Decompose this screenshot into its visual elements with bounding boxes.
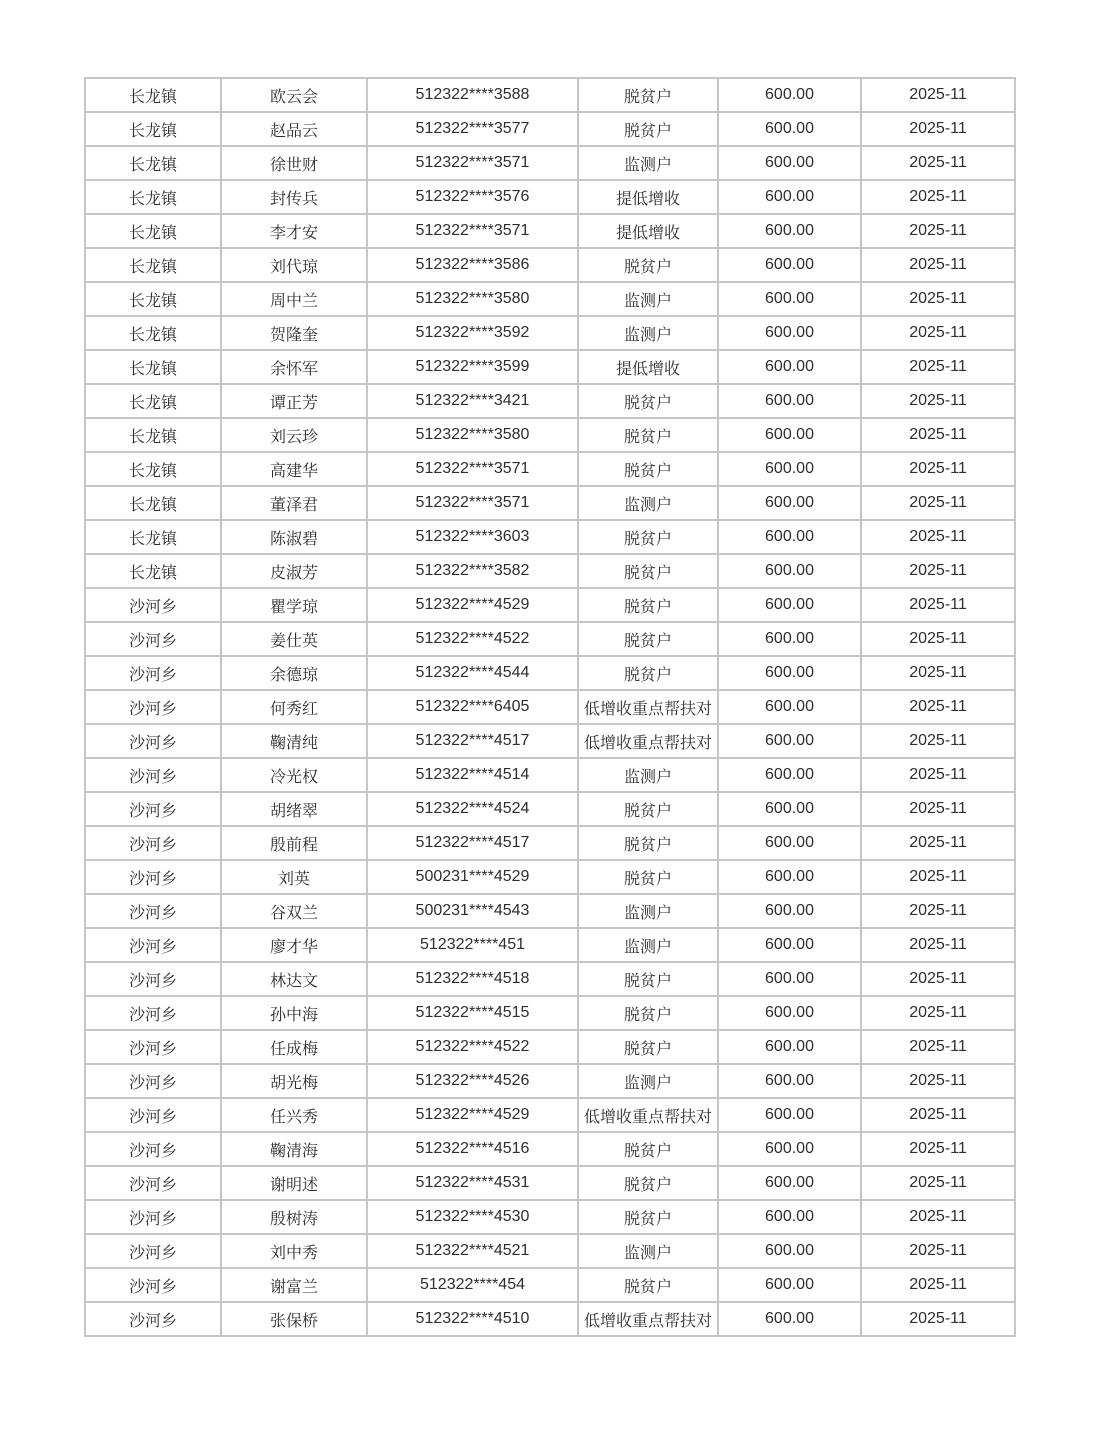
- cell-name: 谭正芳: [221, 384, 367, 418]
- cell-month: 2025-11: [861, 656, 1015, 690]
- table-row: [85, 112, 1015, 146]
- table-row: [85, 1132, 1015, 1166]
- cell-category: 脱贫户: [578, 248, 718, 282]
- cell-town: 沙河乡: [85, 1200, 221, 1234]
- cell-town: 沙河乡: [85, 1030, 221, 1064]
- cell-amount: 600.00: [718, 316, 861, 350]
- cell-amount: 600.00: [718, 1132, 861, 1166]
- table-row: [85, 1268, 1015, 1302]
- table-row: [85, 860, 1015, 894]
- cell-id: 512322****454: [367, 1268, 578, 1302]
- cell-id: 512322****3580: [367, 282, 578, 316]
- cell-month: 2025-11: [861, 690, 1015, 724]
- cell-id: 512322****6405: [367, 690, 578, 724]
- cell-name: 冷光权: [221, 758, 367, 792]
- cell-town: 沙河乡: [85, 996, 221, 1030]
- cell-category: 脱贫户: [578, 860, 718, 894]
- cell-id: 512322****3599: [367, 350, 578, 384]
- cell-amount: 600.00: [718, 1268, 861, 1302]
- table-row: [85, 214, 1015, 248]
- cell-amount: 600.00: [718, 554, 861, 588]
- cell-month: 2025-11: [861, 1132, 1015, 1166]
- cell-amount: 600.00: [718, 520, 861, 554]
- cell-month: 2025-11: [861, 622, 1015, 656]
- cell-name: 皮淑芳: [221, 554, 367, 588]
- cell-town: 沙河乡: [85, 724, 221, 758]
- cell-town: 沙河乡: [85, 792, 221, 826]
- cell-id: 512322****4521: [367, 1234, 578, 1268]
- cell-town: 沙河乡: [85, 622, 221, 656]
- cell-category: 监测户: [578, 758, 718, 792]
- cell-town: 沙河乡: [85, 656, 221, 690]
- table-row: [85, 180, 1015, 214]
- cell-month: 2025-11: [861, 384, 1015, 418]
- cell-town: 长龙镇: [85, 282, 221, 316]
- table-row: [85, 758, 1015, 792]
- cell-amount: 600.00: [718, 962, 861, 996]
- cell-town: 沙河乡: [85, 1268, 221, 1302]
- cell-category: 脱贫户: [578, 622, 718, 656]
- cell-month: 2025-11: [861, 1064, 1015, 1098]
- cell-name: 刘英: [221, 860, 367, 894]
- cell-category: 监测户: [578, 316, 718, 350]
- cell-name: 谷双兰: [221, 894, 367, 928]
- cell-name: 封传兵: [221, 180, 367, 214]
- cell-month: 2025-11: [861, 180, 1015, 214]
- cell-town: 长龙镇: [85, 316, 221, 350]
- cell-category: 提低增收: [578, 214, 718, 248]
- cell-amount: 600.00: [718, 724, 861, 758]
- cell-category: 提低增收: [578, 180, 718, 214]
- cell-name: 殷前程: [221, 826, 367, 860]
- cell-id: 512322****3586: [367, 248, 578, 282]
- cell-category: 监测户: [578, 928, 718, 962]
- cell-town: 长龙镇: [85, 180, 221, 214]
- cell-month: 2025-11: [861, 452, 1015, 486]
- cell-amount: 600.00: [718, 112, 861, 146]
- cell-category: 脱贫户: [578, 1166, 718, 1200]
- cell-month: 2025-11: [861, 860, 1015, 894]
- cell-amount: 600.00: [718, 588, 861, 622]
- cell-id: 512322****4517: [367, 826, 578, 860]
- cell-amount: 600.00: [718, 826, 861, 860]
- cell-id: 512322****4531: [367, 1166, 578, 1200]
- cell-category: 低增收重点帮扶对: [578, 690, 718, 724]
- subsidy-payment-table: [84, 77, 1016, 1337]
- cell-town: 沙河乡: [85, 690, 221, 724]
- cell-amount: 600.00: [718, 384, 861, 418]
- cell-id: 512322****3580: [367, 418, 578, 452]
- cell-amount: 600.00: [718, 486, 861, 520]
- cell-category: 监测户: [578, 1234, 718, 1268]
- cell-name: 林达文: [221, 962, 367, 996]
- cell-town: 沙河乡: [85, 962, 221, 996]
- cell-month: 2025-11: [861, 520, 1015, 554]
- cell-id: 512322****4514: [367, 758, 578, 792]
- cell-amount: 600.00: [718, 1064, 861, 1098]
- cell-id: 512322****4526: [367, 1064, 578, 1098]
- cell-town: 长龙镇: [85, 146, 221, 180]
- cell-name: 瞿学琼: [221, 588, 367, 622]
- cell-amount: 600.00: [718, 1302, 861, 1336]
- cell-town: 长龙镇: [85, 78, 221, 112]
- cell-name: 何秀红: [221, 690, 367, 724]
- cell-amount: 600.00: [718, 146, 861, 180]
- cell-name: 谢富兰: [221, 1268, 367, 1302]
- cell-category: 脱贫户: [578, 1268, 718, 1302]
- cell-name: 任兴秀: [221, 1098, 367, 1132]
- cell-category: 脱贫户: [578, 588, 718, 622]
- table-row: [85, 1064, 1015, 1098]
- cell-id: 512322****4524: [367, 792, 578, 826]
- table-row: [85, 384, 1015, 418]
- cell-amount: 600.00: [718, 996, 861, 1030]
- table-row: [85, 996, 1015, 1030]
- cell-category: 脱贫户: [578, 452, 718, 486]
- cell-category: 脱贫户: [578, 1132, 718, 1166]
- cell-name: 鞠清纯: [221, 724, 367, 758]
- cell-category: 监测户: [578, 146, 718, 180]
- cell-name: 任成梅: [221, 1030, 367, 1064]
- cell-name: 谢明述: [221, 1166, 367, 1200]
- cell-id: 512322****3571: [367, 146, 578, 180]
- table-row: [85, 486, 1015, 520]
- cell-town: 沙河乡: [85, 1234, 221, 1268]
- cell-name: 贺隆奎: [221, 316, 367, 350]
- cell-month: 2025-11: [861, 418, 1015, 452]
- cell-name: 殷树涛: [221, 1200, 367, 1234]
- cell-category: 脱贫户: [578, 826, 718, 860]
- cell-month: 2025-11: [861, 554, 1015, 588]
- cell-amount: 600.00: [718, 1098, 861, 1132]
- cell-town: 沙河乡: [85, 1064, 221, 1098]
- cell-name: 余怀军: [221, 350, 367, 384]
- cell-town: 沙河乡: [85, 588, 221, 622]
- cell-name: 胡绪翠: [221, 792, 367, 826]
- cell-town: 沙河乡: [85, 758, 221, 792]
- table-row: [85, 894, 1015, 928]
- cell-category: 脱贫户: [578, 418, 718, 452]
- cell-month: 2025-11: [861, 1098, 1015, 1132]
- cell-month: 2025-11: [861, 724, 1015, 758]
- cell-amount: 600.00: [718, 1234, 861, 1268]
- cell-amount: 600.00: [718, 860, 861, 894]
- cell-town: 沙河乡: [85, 928, 221, 962]
- cell-month: 2025-11: [861, 758, 1015, 792]
- table-row: [85, 1200, 1015, 1234]
- cell-id: 512322****4510: [367, 1302, 578, 1336]
- cell-town: 长龙镇: [85, 418, 221, 452]
- table-row: [85, 1030, 1015, 1064]
- cell-month: 2025-11: [861, 248, 1015, 282]
- cell-amount: 600.00: [718, 1166, 861, 1200]
- cell-category: 低增收重点帮扶对: [578, 1302, 718, 1336]
- table-row: [85, 316, 1015, 350]
- cell-month: 2025-11: [861, 588, 1015, 622]
- cell-amount: 600.00: [718, 690, 861, 724]
- cell-amount: 600.00: [718, 248, 861, 282]
- cell-town: 长龙镇: [85, 350, 221, 384]
- cell-category: 脱贫户: [578, 78, 718, 112]
- cell-amount: 600.00: [718, 282, 861, 316]
- cell-category: 脱贫户: [578, 554, 718, 588]
- cell-id: 512322****3421: [367, 384, 578, 418]
- cell-name: 欧云会: [221, 78, 367, 112]
- table-row: [85, 724, 1015, 758]
- cell-month: 2025-11: [861, 1302, 1015, 1336]
- table-row: [85, 452, 1015, 486]
- cell-category: 监测户: [578, 894, 718, 928]
- cell-name: 张保桥: [221, 1302, 367, 1336]
- cell-town: 长龙镇: [85, 384, 221, 418]
- cell-month: 2025-11: [861, 146, 1015, 180]
- cell-category: 脱贫户: [578, 792, 718, 826]
- cell-town: 长龙镇: [85, 520, 221, 554]
- cell-category: 监测户: [578, 282, 718, 316]
- cell-id: 512322****3571: [367, 214, 578, 248]
- cell-category: 脱贫户: [578, 996, 718, 1030]
- subsidy-table-sheet: [84, 77, 1016, 1337]
- table-row: [85, 792, 1015, 826]
- cell-month: 2025-11: [861, 928, 1015, 962]
- cell-month: 2025-11: [861, 1200, 1015, 1234]
- cell-town: 长龙镇: [85, 554, 221, 588]
- cell-town: 沙河乡: [85, 1132, 221, 1166]
- cell-id: 512322****4522: [367, 622, 578, 656]
- cell-id: 512322****4515: [367, 996, 578, 1030]
- cell-id: 512322****3571: [367, 452, 578, 486]
- table-row: [85, 248, 1015, 282]
- table-row: [85, 520, 1015, 554]
- cell-town: 长龙镇: [85, 214, 221, 248]
- cell-amount: 600.00: [718, 656, 861, 690]
- cell-id: 512322****4517: [367, 724, 578, 758]
- cell-name: 刘代琼: [221, 248, 367, 282]
- cell-month: 2025-11: [861, 962, 1015, 996]
- cell-category: 监测户: [578, 486, 718, 520]
- cell-town: 沙河乡: [85, 1302, 221, 1336]
- cell-category: 脱贫户: [578, 384, 718, 418]
- cell-category: 脱贫户: [578, 656, 718, 690]
- cell-amount: 600.00: [718, 214, 861, 248]
- cell-amount: 600.00: [718, 894, 861, 928]
- table-row: [85, 690, 1015, 724]
- cell-name: 鞠清海: [221, 1132, 367, 1166]
- table-row: [85, 588, 1015, 622]
- table-row: [85, 418, 1015, 452]
- cell-id: 512322****4522: [367, 1030, 578, 1064]
- cell-name: 周中兰: [221, 282, 367, 316]
- cell-month: 2025-11: [861, 996, 1015, 1030]
- cell-town: 沙河乡: [85, 1098, 221, 1132]
- cell-amount: 600.00: [718, 452, 861, 486]
- cell-id: 500231****4543: [367, 894, 578, 928]
- table-row: [85, 350, 1015, 384]
- cell-name: 廖才华: [221, 928, 367, 962]
- cell-amount: 600.00: [718, 350, 861, 384]
- cell-id: 512322****3577: [367, 112, 578, 146]
- cell-amount: 600.00: [718, 928, 861, 962]
- cell-id: 512322****3582: [367, 554, 578, 588]
- cell-id: 512322****4516: [367, 1132, 578, 1166]
- cell-name: 刘中秀: [221, 1234, 367, 1268]
- cell-town: 沙河乡: [85, 826, 221, 860]
- table-row: [85, 928, 1015, 962]
- cell-category: 提低增收: [578, 350, 718, 384]
- cell-category: 监测户: [578, 1064, 718, 1098]
- cell-month: 2025-11: [861, 894, 1015, 928]
- table-row: [85, 826, 1015, 860]
- cell-month: 2025-11: [861, 826, 1015, 860]
- cell-month: 2025-11: [861, 316, 1015, 350]
- cell-month: 2025-11: [861, 486, 1015, 520]
- cell-name: 董泽君: [221, 486, 367, 520]
- cell-month: 2025-11: [861, 112, 1015, 146]
- cell-town: 长龙镇: [85, 112, 221, 146]
- table-row: [85, 146, 1015, 180]
- cell-name: 徐世财: [221, 146, 367, 180]
- cell-category: 脱贫户: [578, 1030, 718, 1064]
- cell-month: 2025-11: [861, 1030, 1015, 1064]
- table-row: [85, 78, 1015, 112]
- cell-id: 512322****3571: [367, 486, 578, 520]
- cell-amount: 600.00: [718, 758, 861, 792]
- cell-month: 2025-11: [861, 350, 1015, 384]
- cell-town: 长龙镇: [85, 452, 221, 486]
- table-row: [85, 962, 1015, 996]
- cell-month: 2025-11: [861, 78, 1015, 112]
- cell-name: 胡光梅: [221, 1064, 367, 1098]
- cell-name: 赵品云: [221, 112, 367, 146]
- cell-id: 512322****3588: [367, 78, 578, 112]
- cell-amount: 600.00: [718, 180, 861, 214]
- cell-category: 脱贫户: [578, 962, 718, 996]
- cell-id: 512322****4544: [367, 656, 578, 690]
- cell-name: 高建华: [221, 452, 367, 486]
- cell-amount: 600.00: [718, 792, 861, 826]
- table-row: [85, 622, 1015, 656]
- cell-id: 512322****451: [367, 928, 578, 962]
- cell-amount: 600.00: [718, 1030, 861, 1064]
- table-row: [85, 282, 1015, 316]
- cell-month: 2025-11: [861, 282, 1015, 316]
- cell-id: 512322****3576: [367, 180, 578, 214]
- cell-id: 512322****4518: [367, 962, 578, 996]
- cell-category: 脱贫户: [578, 112, 718, 146]
- cell-name: 余德琼: [221, 656, 367, 690]
- cell-id: 500231****4529: [367, 860, 578, 894]
- cell-month: 2025-11: [861, 214, 1015, 248]
- cell-category: 低增收重点帮扶对: [578, 1098, 718, 1132]
- cell-category: 低增收重点帮扶对: [578, 724, 718, 758]
- cell-month: 2025-11: [861, 1166, 1015, 1200]
- cell-month: 2025-11: [861, 792, 1015, 826]
- cell-id: 512322****4529: [367, 588, 578, 622]
- cell-name: 姜仕英: [221, 622, 367, 656]
- cell-amount: 600.00: [718, 78, 861, 112]
- table-row: [85, 1166, 1015, 1200]
- table-row: [85, 1234, 1015, 1268]
- cell-town: 沙河乡: [85, 1166, 221, 1200]
- table-row: [85, 1098, 1015, 1132]
- cell-id: 512322****4529: [367, 1098, 578, 1132]
- cell-id: 512322****4530: [367, 1200, 578, 1234]
- cell-name: 陈淑碧: [221, 520, 367, 554]
- cell-amount: 600.00: [718, 1200, 861, 1234]
- cell-month: 2025-11: [861, 1268, 1015, 1302]
- cell-name: 刘云珍: [221, 418, 367, 452]
- cell-category: 脱贫户: [578, 520, 718, 554]
- table-row: [85, 554, 1015, 588]
- cell-town: 长龙镇: [85, 486, 221, 520]
- cell-id: 512322****3603: [367, 520, 578, 554]
- cell-name: 孙中海: [221, 996, 367, 1030]
- cell-town: 沙河乡: [85, 860, 221, 894]
- cell-month: 2025-11: [861, 1234, 1015, 1268]
- cell-town: 长龙镇: [85, 248, 221, 282]
- cell-amount: 600.00: [718, 622, 861, 656]
- cell-id: 512322****3592: [367, 316, 578, 350]
- cell-amount: 600.00: [718, 418, 861, 452]
- table-row: [85, 1302, 1015, 1336]
- cell-category: 脱贫户: [578, 1200, 718, 1234]
- cell-town: 沙河乡: [85, 894, 221, 928]
- cell-name: 李才安: [221, 214, 367, 248]
- table-row: [85, 656, 1015, 690]
